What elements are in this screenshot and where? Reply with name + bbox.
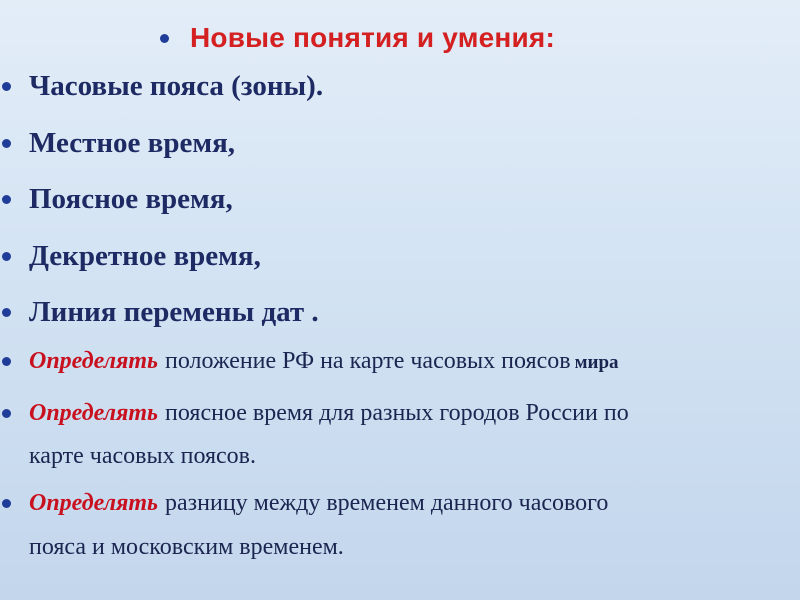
concept-text: Поясное время, bbox=[29, 183, 233, 215]
bullet-icon bbox=[2, 139, 11, 148]
concept-item bbox=[0, 240, 261, 273]
skill-text: поясное время для разных городов России по bbox=[165, 400, 629, 426]
concept-item bbox=[0, 183, 233, 216]
skill-tail: мира bbox=[574, 352, 619, 373]
concept-item bbox=[0, 70, 323, 103]
slide-title: Новые понятия и умения: bbox=[190, 22, 555, 53]
skill-text: положение РФ на карте часовых поясов bbox=[165, 348, 571, 374]
skill-continuation: карте часовых поясов. bbox=[29, 443, 257, 469]
bullet-icon bbox=[2, 195, 11, 204]
bullet-icon bbox=[2, 82, 11, 91]
bullet-icon bbox=[2, 357, 11, 366]
bullet-icon bbox=[2, 499, 11, 508]
concept-item bbox=[0, 127, 235, 160]
concept-text: Местное время, bbox=[29, 127, 236, 159]
skill-verb: Определять bbox=[29, 400, 159, 426]
title-row bbox=[160, 22, 555, 54]
skill-item bbox=[0, 348, 619, 375]
bullet-icon bbox=[2, 308, 11, 317]
bullet-icon bbox=[2, 409, 11, 418]
skill-item bbox=[0, 490, 608, 517]
concept-text: Декретное время, bbox=[29, 240, 261, 272]
bullet-icon bbox=[2, 252, 11, 261]
bullet-icon bbox=[160, 34, 169, 43]
skill-item bbox=[0, 400, 629, 427]
skill-verb: Определять bbox=[29, 490, 159, 516]
skill-continuation: пояса и московским временем. bbox=[29, 534, 344, 560]
skill-verb: Определять bbox=[29, 348, 159, 374]
concept-text: Линия перемены дат . bbox=[29, 296, 319, 328]
concept-text: Часовые пояса (зоны). bbox=[29, 70, 324, 102]
skill-text: разницу между временем данного часового bbox=[165, 490, 609, 516]
concept-item bbox=[0, 296, 319, 329]
